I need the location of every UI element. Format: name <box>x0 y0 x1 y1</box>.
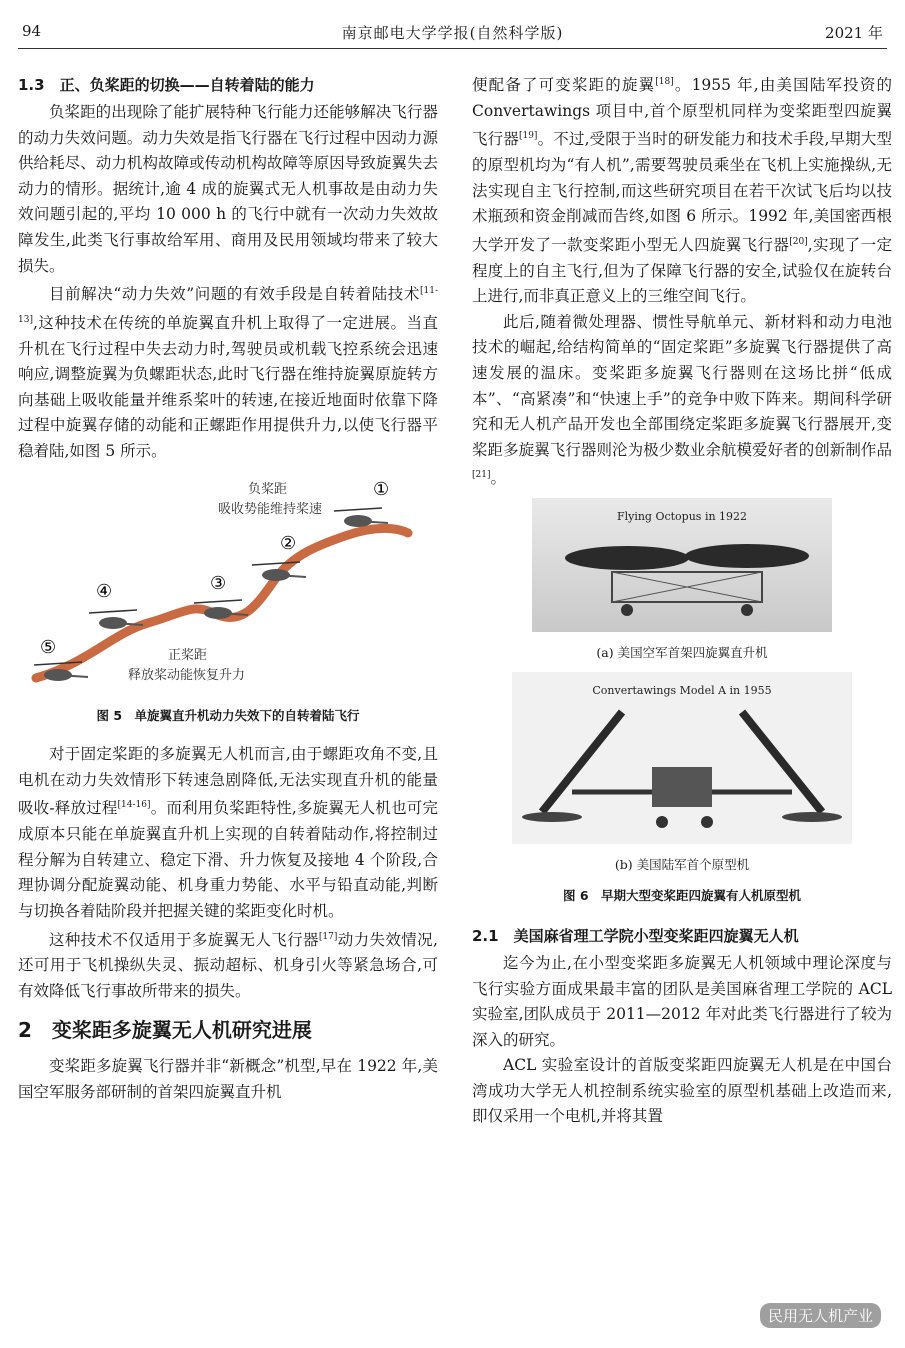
paragraph: 迄今为止,在小型变桨距多旋翼无人机领域中理论深度与飞行实验方面成果最丰富的团队是美国麻省理工学院的 ACL 实验室,团队成员于 2011—2012 年对此类飞行器进行了较为深入的研究。 <box>472 953 892 1049</box>
paragraph: 便配备了可变桨距的旋翼[18]。1955 年,由美国陆军投资的 Convertawings 项目中,首个原型机同样为变桨距型四旋翼飞行器[19]。不过,受限于当时的研发能力和技术手段,早期大型的原型机均为“有人机”,需要驾驶员乘坐在飞机上实施操纵,无法实现自主飞行控制,而这些研究项目在若干次试飞后均以技术瓶颈和资金削减而告终,如图 6 所示。1992 年,美国密西根大学开发了一款变桨距小型无人四旋翼飞行器[20],实现了一定程度上的自主飞行,但为了保障飞行器的安全,试验仅在旋转台上进行,而非真正意义上的三维空间飞行。 <box>472 76 892 306</box>
section-1-3-title: 1.3 正、负桨距的切换——自转着陆的能力 <box>18 76 315 94</box>
paragraph: ACL 实验室设计的首版变桨距四旋翼无人机是在中国台湾成功大学无人机控制系统实验室的原型机基础上改造而来,即仅采用一个电机,并将其置 <box>472 1056 892 1126</box>
paragraph: 此后,随着微处理器、惯性导航单元、新材料和动力电池技术的崛起,给结构简单的“固定桨距”多旋翼飞行器提供了高速发展的温床。变桨距多旋翼飞行器则在这场比拼“低成本”、“高紧凑”和“快速上手”的竞争中败下阵来。期间科学研究和无人机产品开发也全部围绕定桨距多旋翼飞行器展开,变桨距多旋翼飞行器则沦为极少数业余航模爱好者的创新制作品[21]。 <box>472 312 892 488</box>
citation: [20] <box>789 236 808 247</box>
paragraph: 负桨距的出现除了能扩展特种飞行能力还能够解决飞行器的动力失效问题。动力失效是指飞行器在飞行过程中因动力源供给耗尽、动力机构故障或传动机构故障等原因导致旋翼失去动力的情形。据统计,逾 4 成的旋翼式无人机事故是由动力失效问题引起的,平均 10 000 h 的飞行中就有一次动力失效故障发生,此类飞行事故给军用、商用及民用领域均带来了较大损失。 <box>18 103 438 275</box>
stage-marker-2: ② <box>280 532 297 554</box>
journal-year: 2021 年 <box>825 24 883 42</box>
figure-5 <box>18 473 438 701</box>
paragraph: 对于固定桨距的多旋翼无人机而言,由于螺距攻角不变,且电机在动力失效情形下转速急剧降低,无法实现直升机的能量吸收-释放过程[14-16]。而利用负桨距特性,多旋翼无人机也可完成原本只能在单旋翼直升机上实现的自转着陆动作,将控制过程分解为自转建立、稳定下滑、升力恢复及接地 4 个阶段,合理协调分配旋翼动能、机身重力势能、水平与铅直动能,判断与切换各着陆阶段并把握关键的桨距变化时机。 <box>18 745 438 920</box>
watermark: 民用无人机产业 <box>760 1303 881 1328</box>
paragraph: 变桨距多旋翼飞行器并非“新概念”机型,早在 1922 年,美国空军服务部研制的首架四旋翼直升机 <box>18 1057 438 1101</box>
figure-6-caption: 图 6 早期大型变桨距四旋翼有人机原型机 <box>562 888 802 904</box>
stage-marker-5: ⑤ <box>40 636 57 658</box>
citation: [21] <box>472 470 491 481</box>
section-2-1-title: 2.1 美国麻省理工学院小型变桨距四旋翼无人机 <box>472 926 799 945</box>
right-column <box>472 70 892 1130</box>
stage-marker-3: ③ <box>210 572 227 594</box>
quadrotor-1922-image <box>532 498 832 632</box>
convertawings-model-a-image <box>512 672 852 844</box>
citation: [19] <box>518 131 538 142</box>
autorotation-diagram <box>18 473 438 701</box>
paragraph: 这种技术不仅适用于多旋翼无人飞行器[17]动力失效情况,还可用于飞机操纵失灵、振动超标、机身引火等紧急场合,可有效降低飞行事故所带来的损失。 <box>18 930 438 1000</box>
page-header <box>18 14 887 49</box>
figure-6b-caption: (b) 美国陆军首个原型机 <box>614 856 750 872</box>
figure-6a-caption: (a) 美国空军首架四旋翼直升机 <box>596 645 768 661</box>
photo-label: Flying Octopus in 1922 <box>616 510 748 524</box>
figure-5-caption: 图 5 单旋翼直升机动力失效下的自转着陆飞行 <box>96 707 360 723</box>
flying-octopus-photo <box>532 498 832 632</box>
citation: [14-16] <box>117 800 151 811</box>
flight-path <box>36 528 408 678</box>
journal-title: 南京邮电大学学报(自然科学版) <box>341 24 564 42</box>
section-2-title: 2 变桨距多旋翼无人机研究进展 <box>18 1018 312 1043</box>
citation: [11-13] <box>18 286 438 325</box>
stage-marker-1: ① <box>373 478 390 500</box>
convertawings-photo <box>512 672 852 844</box>
negative-pitch-label: 负桨距 <box>248 481 288 497</box>
left-column <box>18 70 438 1105</box>
citation: [18] <box>655 77 674 87</box>
positive-pitch-label: 正桨距 <box>168 647 208 663</box>
positive-pitch-note: 释放桨动能恢复升力 <box>128 667 246 683</box>
photo-label: Convertawings Model A in 1955 <box>592 683 772 697</box>
citation: [17] <box>318 931 338 942</box>
paragraph: 目前解决“动力失效”问题的有效手段是自转着陆技术[11-13],这种技术在传统的单旋翼直升机上取得了一定进展。当直升机在飞行过程中失去动力时,驾驶员或机载飞控系统会迅速响应,调整旋翼为负螺距状态,此时飞行器在维持旋翼原旋转方向基础上吸收能量并维系桨叶的转速,在接近地面时依靠下降过程中旋翼存储的动能和正螺距作用提供升力,以使飞行器平稳着陆,如图 5 所示。 <box>18 285 438 461</box>
page-number: 94 <box>22 22 42 40</box>
stage-marker-4: ④ <box>96 580 113 602</box>
helicopter-icon <box>252 562 306 581</box>
negative-pitch-note: 吸收势能维持桨速 <box>218 501 323 517</box>
